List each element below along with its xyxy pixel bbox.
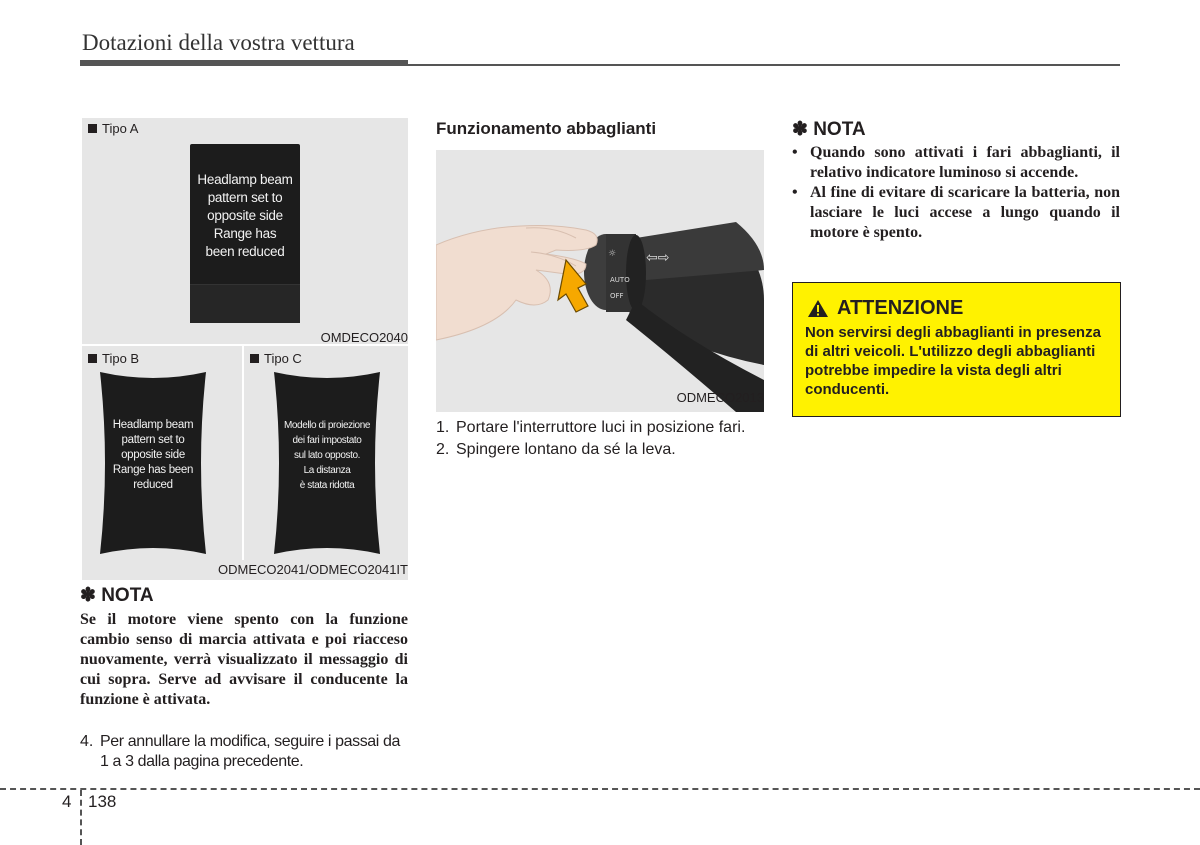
warning-triangle-icon (807, 299, 829, 318)
page-header-title: Dotazioni della vostra vettura (82, 30, 355, 55)
step-1-text: Portare l'interruttore luci in posizione fari. (456, 419, 746, 436)
lever-auto-label: AUTO (610, 276, 630, 284)
warning-header (807, 297, 963, 320)
step-2 (436, 440, 764, 460)
tipo-c-label: Tipo C (250, 351, 302, 366)
tipo-b-label: Tipo B (88, 351, 139, 366)
bullet-square-icon (88, 124, 97, 133)
tipo-a-message: Headlamp beam pattern set to opposite side Range has been reduced (197, 172, 293, 259)
svg-text:⇦⇨: ⇦⇨ (646, 250, 670, 266)
step-4-text: Per annullare la modifica, seguire i passai da 1 a 3 dalla pagina precedente. (100, 733, 400, 770)
step-4-number: 4. (80, 733, 94, 750)
tipo-a-display (190, 144, 300, 322)
middle-steps (436, 418, 764, 460)
bullet-dot-icon: • (792, 184, 798, 201)
tipo-a-panel (82, 118, 408, 344)
tipo-a-label: Tipo A (88, 121, 138, 136)
header-rule-thick (80, 60, 408, 66)
tipo-bc-image-code: ODMECO2041/ODMECO2041IT (217, 562, 408, 577)
tipo-a-image-code: OMDECO2040 (320, 330, 408, 345)
lever-image-panel (436, 150, 764, 412)
right-nota-list (792, 143, 1120, 243)
bullet-square-icon (88, 354, 97, 363)
page-number: 138 (88, 792, 117, 811)
step-1 (436, 418, 764, 438)
step-4 (80, 732, 408, 772)
warning-title: ATTENZIONE (837, 297, 964, 319)
step-2-number: 2. (436, 441, 450, 458)
tipo-b-message: Headlamp beam pattern set to opposite side Range has been reduced (112, 419, 194, 491)
left-nota-title: ✽ NOTA (80, 585, 154, 606)
tipo-bc-panel (82, 346, 408, 580)
tipo-a-display-bottom-strip (190, 284, 300, 323)
step-1-number: 1. (436, 419, 450, 436)
tipo-bc-divider (242, 346, 244, 560)
lever-image-code: ODMECO2013 (676, 390, 764, 405)
right-nota-item: • Quando sono attivati i fari abbaglianti, il relativo indicatore luminoso si accende. (792, 144, 1120, 181)
right-nota-title: ✽ NOTA (792, 119, 866, 140)
footer-dashed-rule (0, 788, 1200, 790)
chapter-number: 4 (62, 792, 72, 811)
warning-body: Non servirsi degli abbaglianti in presenza di altri veicoli. L'utilizzo degli abbaglianti potrebbe impedire la vista degli altri conducenti. (805, 324, 1101, 398)
footer-dashed-divider (80, 790, 82, 845)
headlamp-lever-illustration (436, 150, 764, 412)
step-2-text: Spingere lontano da sé la leva. (456, 441, 676, 458)
right-nota-item: • Al fine di evitare di scaricare la batteria, non lasciare le luci accese a lungo quando il motore è spento. (792, 184, 1120, 241)
left-nota-body: Se il motore viene spento con la funzione cambio senso di marcia attivata e poi riacceso nuovamente, verrà visualizzato il messaggio di cui sopra. Serve ad avvisare il conducente la funzione è attivata. (80, 611, 408, 708)
svg-text:☼: ☼ (608, 249, 617, 259)
lever-off-label: OFF (610, 292, 624, 300)
bullet-square-icon (250, 354, 259, 363)
bullet-dot-icon: • (792, 144, 798, 161)
warning-box (792, 282, 1121, 417)
tipo-c-message: Modello di proiezione dei fari impostato sul lato opposto. La distanza è stata ridotta (283, 420, 371, 491)
high-beam-section-title: Funzionamento abbaglianti (436, 119, 657, 138)
header-rule-thin (408, 64, 1120, 66)
